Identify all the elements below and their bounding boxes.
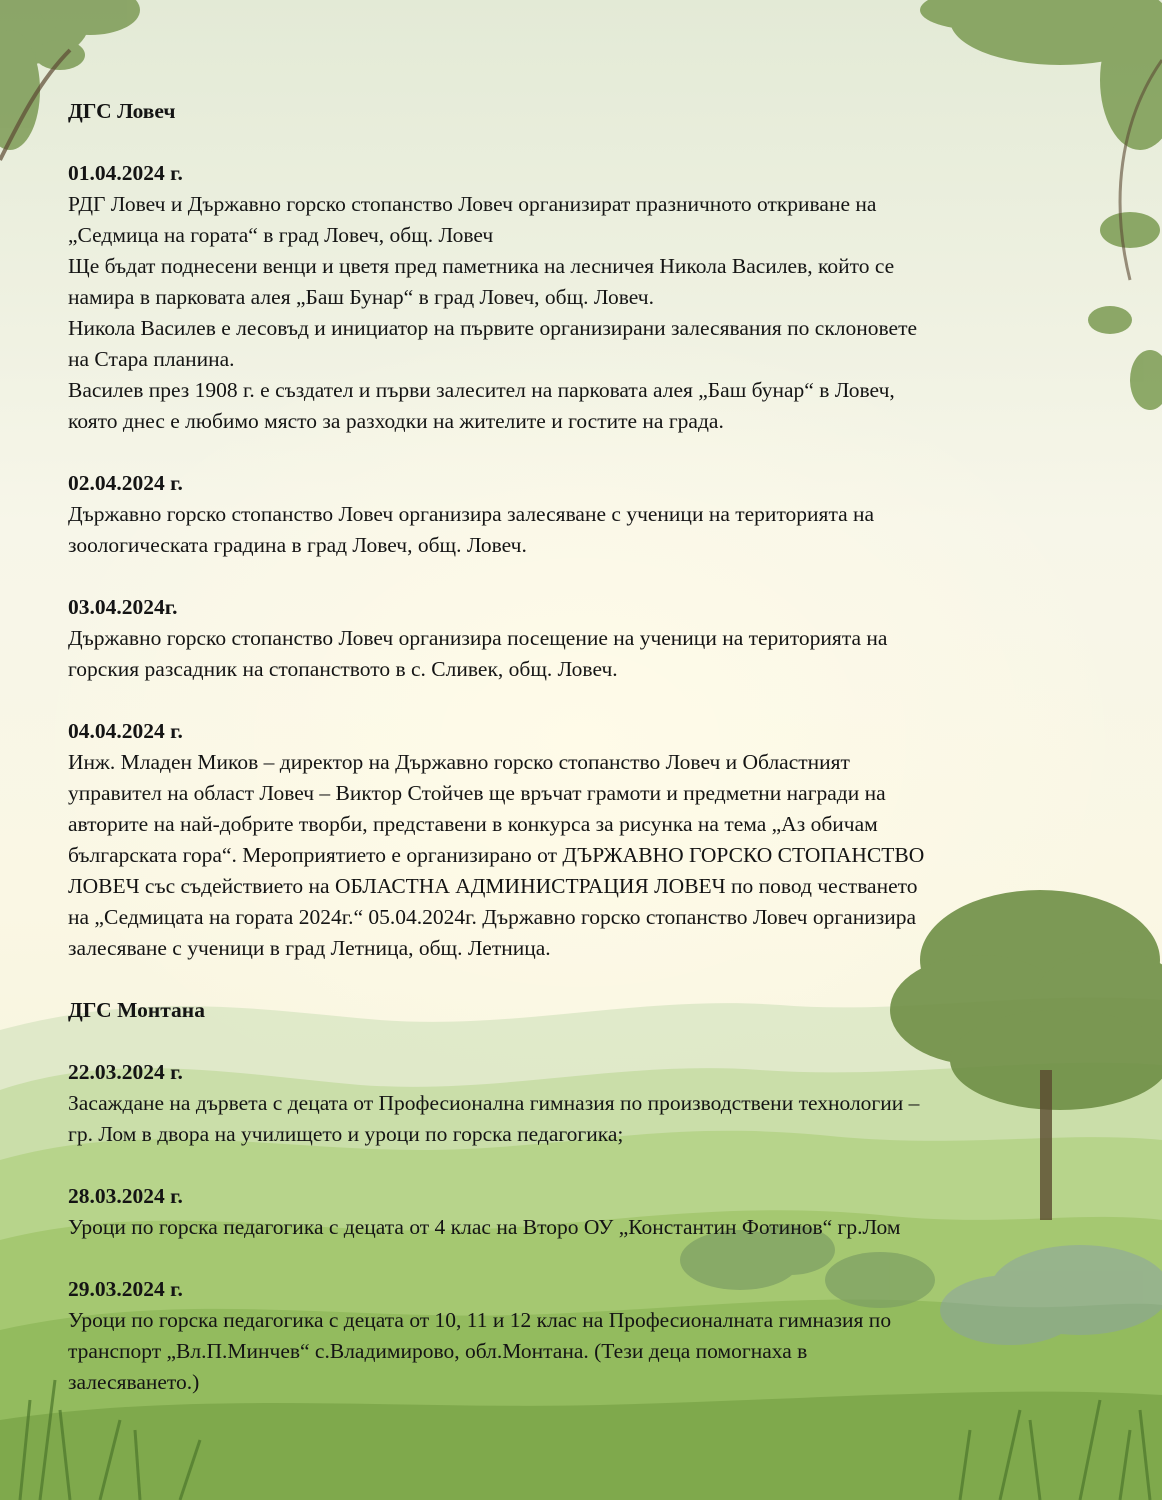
- section-lovech: [68, 96, 1098, 964]
- entry-date: 04.04.2024 г.: [68, 719, 183, 743]
- entry: [68, 468, 1098, 561]
- entry-text-line: Василев през 1908 г. е създател и първи залесител на парковата алея „Баш бунар“ в Ловеч,: [68, 378, 895, 402]
- section-heading: ДГС Ловеч: [68, 99, 176, 123]
- entry-text-line: на Стара планина.: [68, 347, 235, 371]
- entry-text-line: зоологическата градина в град Ловеч, общ. Ловеч.: [68, 533, 527, 557]
- entry: [68, 1274, 1098, 1398]
- entry-date: 01.04.2024 г.: [68, 161, 183, 185]
- entry-text-line: българската гора“. Мероприятието е организирано от ДЪРЖАВНО ГОРСКО СТОПАНСТВО: [68, 843, 925, 867]
- entry-text-line: ЛОВЕЧ със съдействието на ОБЛАСТНА АДМИНИСТРАЦИЯ ЛОВЕЧ по повод честването: [68, 874, 918, 898]
- entry-text-line: залесяването.): [68, 1370, 200, 1394]
- entry: [68, 592, 1098, 685]
- entry-text-line: Ще бъдат поднесени венци и цветя пред паметника на лесничея Никола Василев, който се: [68, 254, 895, 278]
- entry-text-line: гр. Лом в двора на училището и уроци по горска педагогика;: [68, 1122, 624, 1146]
- entry-text-line: залесяване с ученици в град Летница, общ. Летница.: [68, 936, 551, 960]
- entry-text-line: Никола Василев е лесовъд и инициатор на първите организирани залесявания по склоновете: [68, 316, 918, 340]
- entry: [68, 716, 1098, 964]
- entry-date: 03.04.2024г.: [68, 595, 178, 619]
- entry: [68, 1181, 1098, 1243]
- entry-text-line: авторите на най-добрите творби, представени в конкурса за рисунка на тема „Аз обичам: [68, 812, 878, 836]
- entry-text-line: която днес е любимо място за разходки на жителите и гостите на града.: [68, 409, 724, 433]
- entry: [68, 1057, 1098, 1150]
- entry-date: 28.03.2024 г.: [68, 1184, 183, 1208]
- entry-text-line: транспорт „Вл.П.Минчев“ с.Владимирово, обл.Монтана. (Тези деца помогнаха в: [68, 1339, 808, 1363]
- entry-text-line: управител на област Ловеч – Виктор Стойчев ще връчат грамоти и предметни награди на: [68, 781, 886, 805]
- document-body: [68, 96, 1098, 1429]
- entry-text-line: Държавно горско стопанство Ловеч организира посещение на ученици на територията на: [68, 626, 888, 650]
- entry-text-line: „Седмица на гората“ в град Ловеч, общ. Ловеч: [68, 223, 494, 247]
- entry-text-line: Инж. Младен Миков – директор на Държавно горско стопанство Ловеч и Областният: [68, 750, 850, 774]
- entry-text-line: Засаждане на дървета с децата от Професионална гимназия по производствени технологии –: [68, 1091, 920, 1115]
- entry-text-line: Държавно горско стопанство Ловеч организира залесяване с ученици на територията на: [68, 502, 875, 526]
- entry-date: 29.03.2024 г.: [68, 1277, 183, 1301]
- entry-date: 22.03.2024 г.: [68, 1060, 183, 1084]
- entry-text-line: Уроци по горска педагогика с децата от 4 клас на Второ ОУ „Константин Фотинов“ гр.Лом: [68, 1215, 901, 1239]
- entry-text-line: на „Седмицата на гората 2024г.“ 05.04.2024г. Държавно горско стопанство Ловеч организира: [68, 905, 917, 929]
- entry-text-line: намира в парковата алея „Баш Бунар“ в град Ловеч, общ. Ловеч.: [68, 285, 654, 309]
- section-heading: ДГС Монтана: [68, 998, 205, 1022]
- section-montana: [68, 995, 1098, 1398]
- entry-text-line: Уроци по горска педагогика с децата от 10, 11 и 12 клас на Професионалната гимназия по: [68, 1308, 892, 1332]
- entry-text-line: РДГ Ловеч и Държавно горско стопанство Ловеч организират празничното откриване на: [68, 192, 877, 216]
- entry-date: 02.04.2024 г.: [68, 471, 183, 495]
- entry-text-line: горския разсадник на стопанството в с. Сливек, общ. Ловеч.: [68, 657, 618, 681]
- entry: [68, 158, 1098, 437]
